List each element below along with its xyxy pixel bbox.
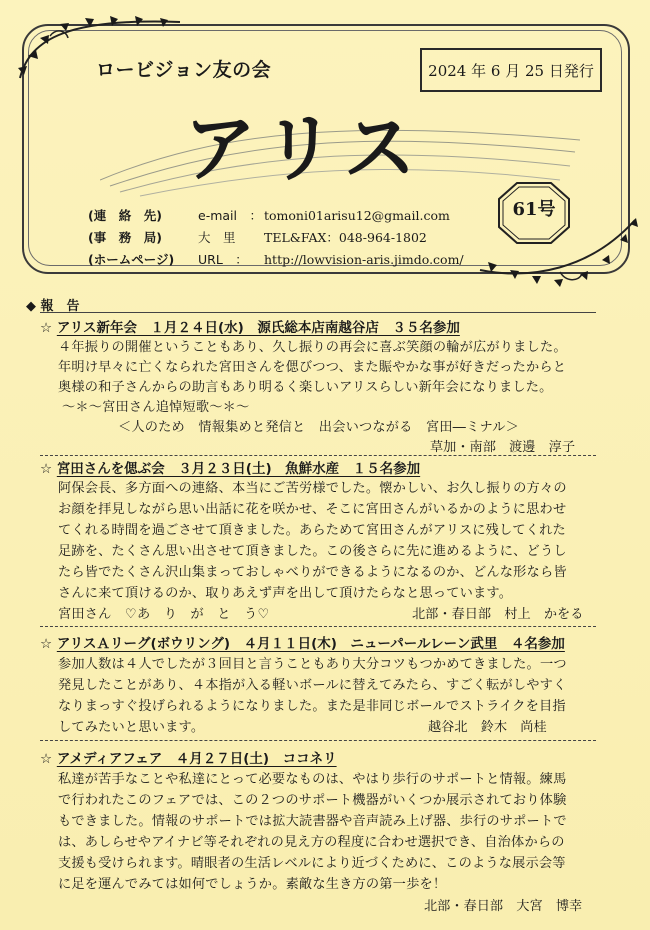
article-title: 宮田さんを偲ぶ会 ３月２３日(土) 魚鮮水産 １５名参加 (56, 461, 421, 477)
article-closing: 宮田さん ♡あ り が と う♡ (58, 607, 270, 622)
article-line: で行われたこのフェアでは、この２つのサポート機器がいくつか展示されており体験 (58, 793, 567, 808)
article-line: もできました。情報のサポートでは拡大読書器や音声読み上げ器、歩行のサポートで (58, 814, 567, 829)
article-author: 北部・春日部 大宮 博幸 (424, 899, 583, 914)
organization-name: ロービジョン友の会 (96, 59, 272, 81)
article-author: 北部・春日部 村上 かをる (412, 607, 584, 622)
article-author: 草加・南部 渡邊 淳子 (430, 440, 576, 455)
contact-tel-fax: TEL&FAX：048-964-1802 (264, 230, 427, 245)
article-line: 足跡を、たくさん思い出させて頂きました。この後さらに先に進めるように、どうし (58, 544, 567, 559)
article-line: 私達が苦手なことや私達にとって必要なものは、やはり歩行のサポートと情報。練馬 (58, 772, 567, 787)
article-line: さんに来て頂けるのか、取りあえず声を出して頂けたらなと思っています。 (58, 586, 513, 601)
memorial-tanka: ＜人のため 情報集めと発信と 出会いつながる 宮田―ミナル＞ (118, 420, 519, 435)
article-line: 発見したことがあり、４本指が入る軽いボールに替えてみたら、すごく転がしやすく (58, 678, 567, 693)
article-line: お顔を拝見しながら思い出話に花を咲かせ、そこに宮田さんがいるかのように思わせ (58, 502, 567, 517)
article-line: てくれる時間を過ごさせて頂きました。あらためて宮田さんがアリスに残してくれた (58, 523, 566, 538)
newsletter-title: アリス (184, 104, 426, 193)
contact-mid: 大 里 (198, 230, 236, 245)
article-heading-amedia-fair (40, 747, 337, 767)
issue-date: 2024 年 6 月 25 日発行 (420, 48, 602, 92)
article-line: してみたいと思います。 (58, 720, 205, 735)
article-title: アメディアフェア ４月２７日(土) ココネリ (56, 751, 337, 767)
article-author: 越谷北 鈴木 尚桂 (428, 720, 547, 735)
article-heading-bowling (40, 632, 565, 652)
memorial-tanka-title: ～＊～宮田さん追悼短歌～＊～ (62, 400, 250, 415)
article-line: 奥様の和子さんからの助言もあり明るく楽しいアリスらしい新年会になりました。 (58, 380, 553, 395)
divider (40, 312, 596, 313)
article-line: なりまっすぐ投げられるようになりました。また是非同じボールでストライクを目指 (58, 699, 566, 714)
article-line: 阿保会長、多方面への連絡、本当にご苦労様でした。懐かしい、お久し振りの方々の (58, 481, 567, 496)
divider (40, 626, 596, 627)
contact-label: (ホームページ) (88, 252, 175, 267)
contact-url: http://lowvision-aris.jimdo.com/ (264, 252, 464, 267)
star-icon: ☆ (40, 751, 53, 767)
star-icon: ☆ (40, 636, 53, 652)
divider (40, 455, 596, 456)
issue-number: 61号 (512, 199, 556, 220)
divider (40, 740, 596, 741)
article-line: に足を運んでみては如何でしょうか。素敵な生き方の第一歩を！ (58, 877, 447, 892)
star-icon: ☆ (40, 461, 53, 477)
contact-label: (事 務 局) (88, 230, 162, 245)
contact-email-row (88, 206, 450, 224)
contact-mid: URL ： (198, 252, 248, 267)
contact-homepage-row (88, 250, 464, 268)
article-line: 参加人数は４人でしたが３回目と言うこともあり大分コツもつかめてきました。一つ (58, 657, 567, 672)
report-heading: ◆ 報 告 (26, 299, 80, 314)
star-icon: ☆ (40, 320, 53, 336)
article-title: アリス新年会 １月２４日(水) 源氏総本店南越谷店 ３５名参加 (56, 320, 460, 336)
article-heading-new-year-party (40, 316, 460, 336)
contact-label: (連 絡 先) (88, 208, 162, 223)
article-line: 年明け早々に亡くなられた宮田さんを偲びつつ、また賑やかな事が好きだったからと (58, 360, 567, 375)
contact-office-row (88, 228, 427, 246)
contact-email: tomoni01arisu12@gmail.com (264, 208, 450, 223)
contact-mid: e-mail ： (198, 208, 262, 223)
article-title: アリスＡリーグ(ボウリング) ４月１１日(木) ニューパールレーン武里 ４名参加 (56, 636, 565, 652)
issue-number-badge (497, 181, 571, 245)
article-heading-memorial-gathering (40, 457, 420, 477)
article-line: ４年振りの開催ということもあり、久し振りの再会に喜ぶ笑顔の輪が広がりました。 (58, 340, 567, 355)
article-line: は、あしらせやアイナビ等それぞれの見え方の程度に合わせ選択でき、自治体からの (58, 835, 565, 850)
article-line: たら皆でたくさん沢山集まっておしゃべりができるようになるのか、どんな形なら皆 (58, 565, 567, 580)
article-line: 支援も受けられます。晴眼者の生活レベルにより近づくために、このような展示会等 (58, 856, 566, 871)
